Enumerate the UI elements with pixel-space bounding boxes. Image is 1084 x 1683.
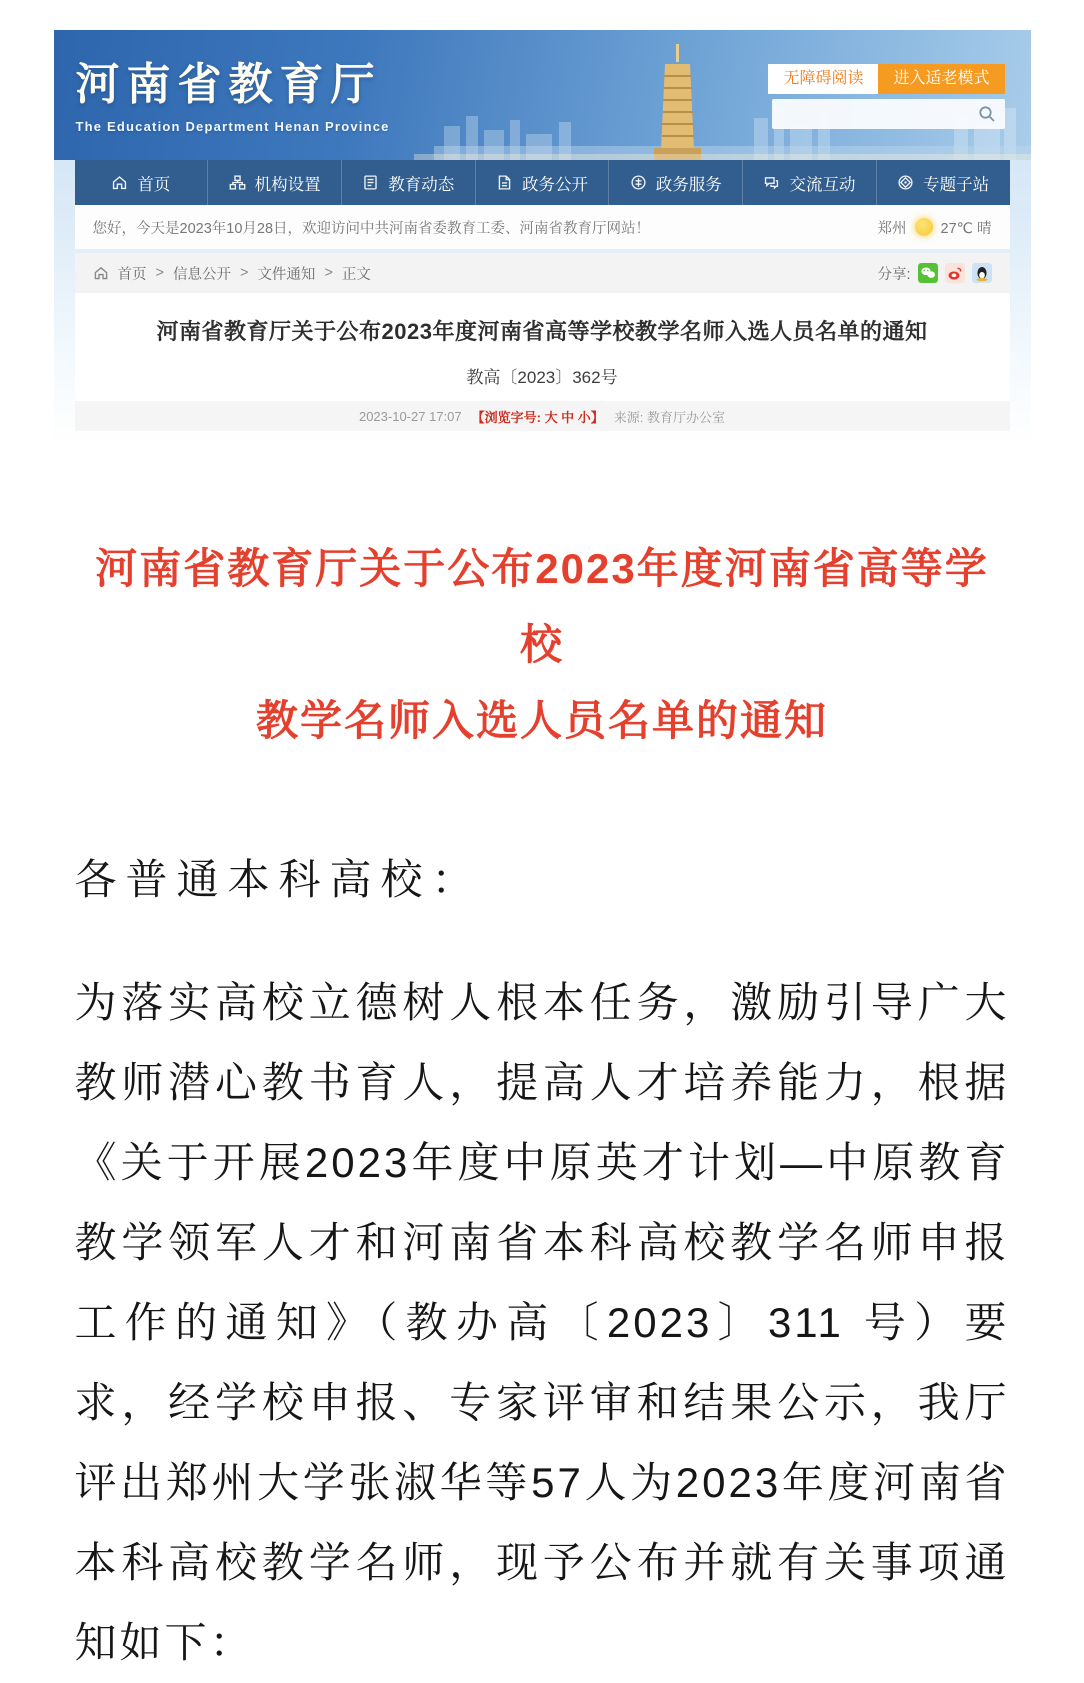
nav-label: 专题子站 xyxy=(923,175,990,194)
home-icon xyxy=(93,265,109,281)
page xyxy=(54,30,1031,1683)
article-main-title-line2: 教学名师入选人员名单的通知 xyxy=(255,697,828,744)
main-navigation xyxy=(75,160,1010,205)
weather-widget xyxy=(878,217,992,238)
site-title-english: The Education Department Henan Province xyxy=(75,119,390,134)
greeting-bar xyxy=(75,205,1010,249)
article-main-title xyxy=(75,531,1010,759)
nav-item-special-subsites[interactable] xyxy=(877,160,1010,205)
document-number: 教高〔2023〕362号 xyxy=(466,368,618,387)
share-box xyxy=(877,263,991,284)
nav-item-gov-disclosure[interactable] xyxy=(476,160,610,205)
article-source: 来源: 教育厅办公室 xyxy=(613,409,726,425)
share-label: 分享: xyxy=(877,266,911,283)
home-icon xyxy=(111,174,128,191)
article-header xyxy=(75,293,1010,431)
elder-mode-button[interactable]: 进入适老模式 xyxy=(878,64,1004,94)
site-banner xyxy=(54,30,1031,160)
article-body xyxy=(75,531,1010,1683)
article-salutation: 各普通本科高校： xyxy=(74,856,483,903)
subsite-icon xyxy=(897,174,914,191)
publish-time: 2023-10-27 17:07 xyxy=(358,408,462,424)
nav-label: 首页 xyxy=(137,175,171,194)
nav-item-interaction[interactable] xyxy=(743,160,877,205)
site-logo[interactable] xyxy=(76,48,390,134)
accessibility-reading-button[interactable]: 无障碍阅读 xyxy=(768,64,878,94)
nav-label: 教育动态 xyxy=(388,175,455,194)
breadcrumb-bar xyxy=(75,253,1010,293)
weather-city: 郑州 xyxy=(877,220,907,237)
erqi-tower xyxy=(654,44,701,160)
nav-label: 机构设置 xyxy=(254,175,321,194)
article-meta-bar xyxy=(75,401,1010,431)
nav-item-organization[interactable] xyxy=(208,160,342,205)
article-main-title-line1: 河南省教育厅关于公布2023年度河南省高等学校 xyxy=(95,545,989,668)
article-header-title: 河南省教育厅关于公布2023年度河南省高等学校教学名师入选人员名单的通知 xyxy=(156,319,928,344)
disclosure-icon xyxy=(496,174,513,191)
search-input[interactable] xyxy=(772,99,1005,129)
weibo-share-icon[interactable] xyxy=(945,263,965,283)
interact-icon xyxy=(763,174,780,191)
breadcrumb: 首页 > 信息公开 > 文件通知 > 正文 xyxy=(93,263,371,284)
nav-item-home[interactable] xyxy=(75,160,209,205)
news-icon xyxy=(362,174,379,191)
article-paragraph: 为落实高校立德树人根本任务，激励引导广大教师潜心教书育人，提高人才培养能力，根据《关于开展2023年度中原英才计划—中原教育教学领军人才和河南省本科高校教学名师申报工作的通知》（教办高〔2023〕311 号）要求，经学校申报、专家评审和结果公示，我厅评出郑州大学张淑华等57人为2023年度河南省本科高校教学名师，现予公布并就有关事项通知如下： xyxy=(74,979,1010,1666)
service-icon xyxy=(630,174,647,191)
weather-temp: 27℃ 晴 xyxy=(940,220,992,237)
font-size-switcher[interactable]: 【浏览字号: 大 中 小】 xyxy=(471,409,604,425)
search-icon[interactable] xyxy=(978,105,996,123)
org-icon xyxy=(229,174,246,191)
nav-label: 政务服务 xyxy=(655,175,722,194)
greeting-text: 您好，今天是2023年10月28日，欢迎访问中共河南省委教育工委、河南省教育厅网站！ xyxy=(92,220,651,237)
nav-label: 政务公开 xyxy=(522,175,589,194)
breadcrumb-current: 正文 xyxy=(341,266,371,283)
qq-share-icon[interactable] xyxy=(972,263,992,283)
nav-item-gov-services[interactable] xyxy=(609,160,743,205)
sun-icon xyxy=(915,218,933,236)
nav-label: 交流互动 xyxy=(789,175,856,194)
site-header-card xyxy=(54,30,1031,445)
breadcrumb-info-disclosure[interactable]: 信息公开 xyxy=(172,266,231,283)
nav-item-education-news[interactable] xyxy=(342,160,476,205)
wechat-share-icon[interactable] xyxy=(918,263,938,283)
breadcrumb-home[interactable]: 首页 xyxy=(117,266,147,283)
site-title: 河南省教育厅 xyxy=(75,60,382,109)
breadcrumb-file-notices[interactable]: 文件通知 xyxy=(257,266,316,283)
